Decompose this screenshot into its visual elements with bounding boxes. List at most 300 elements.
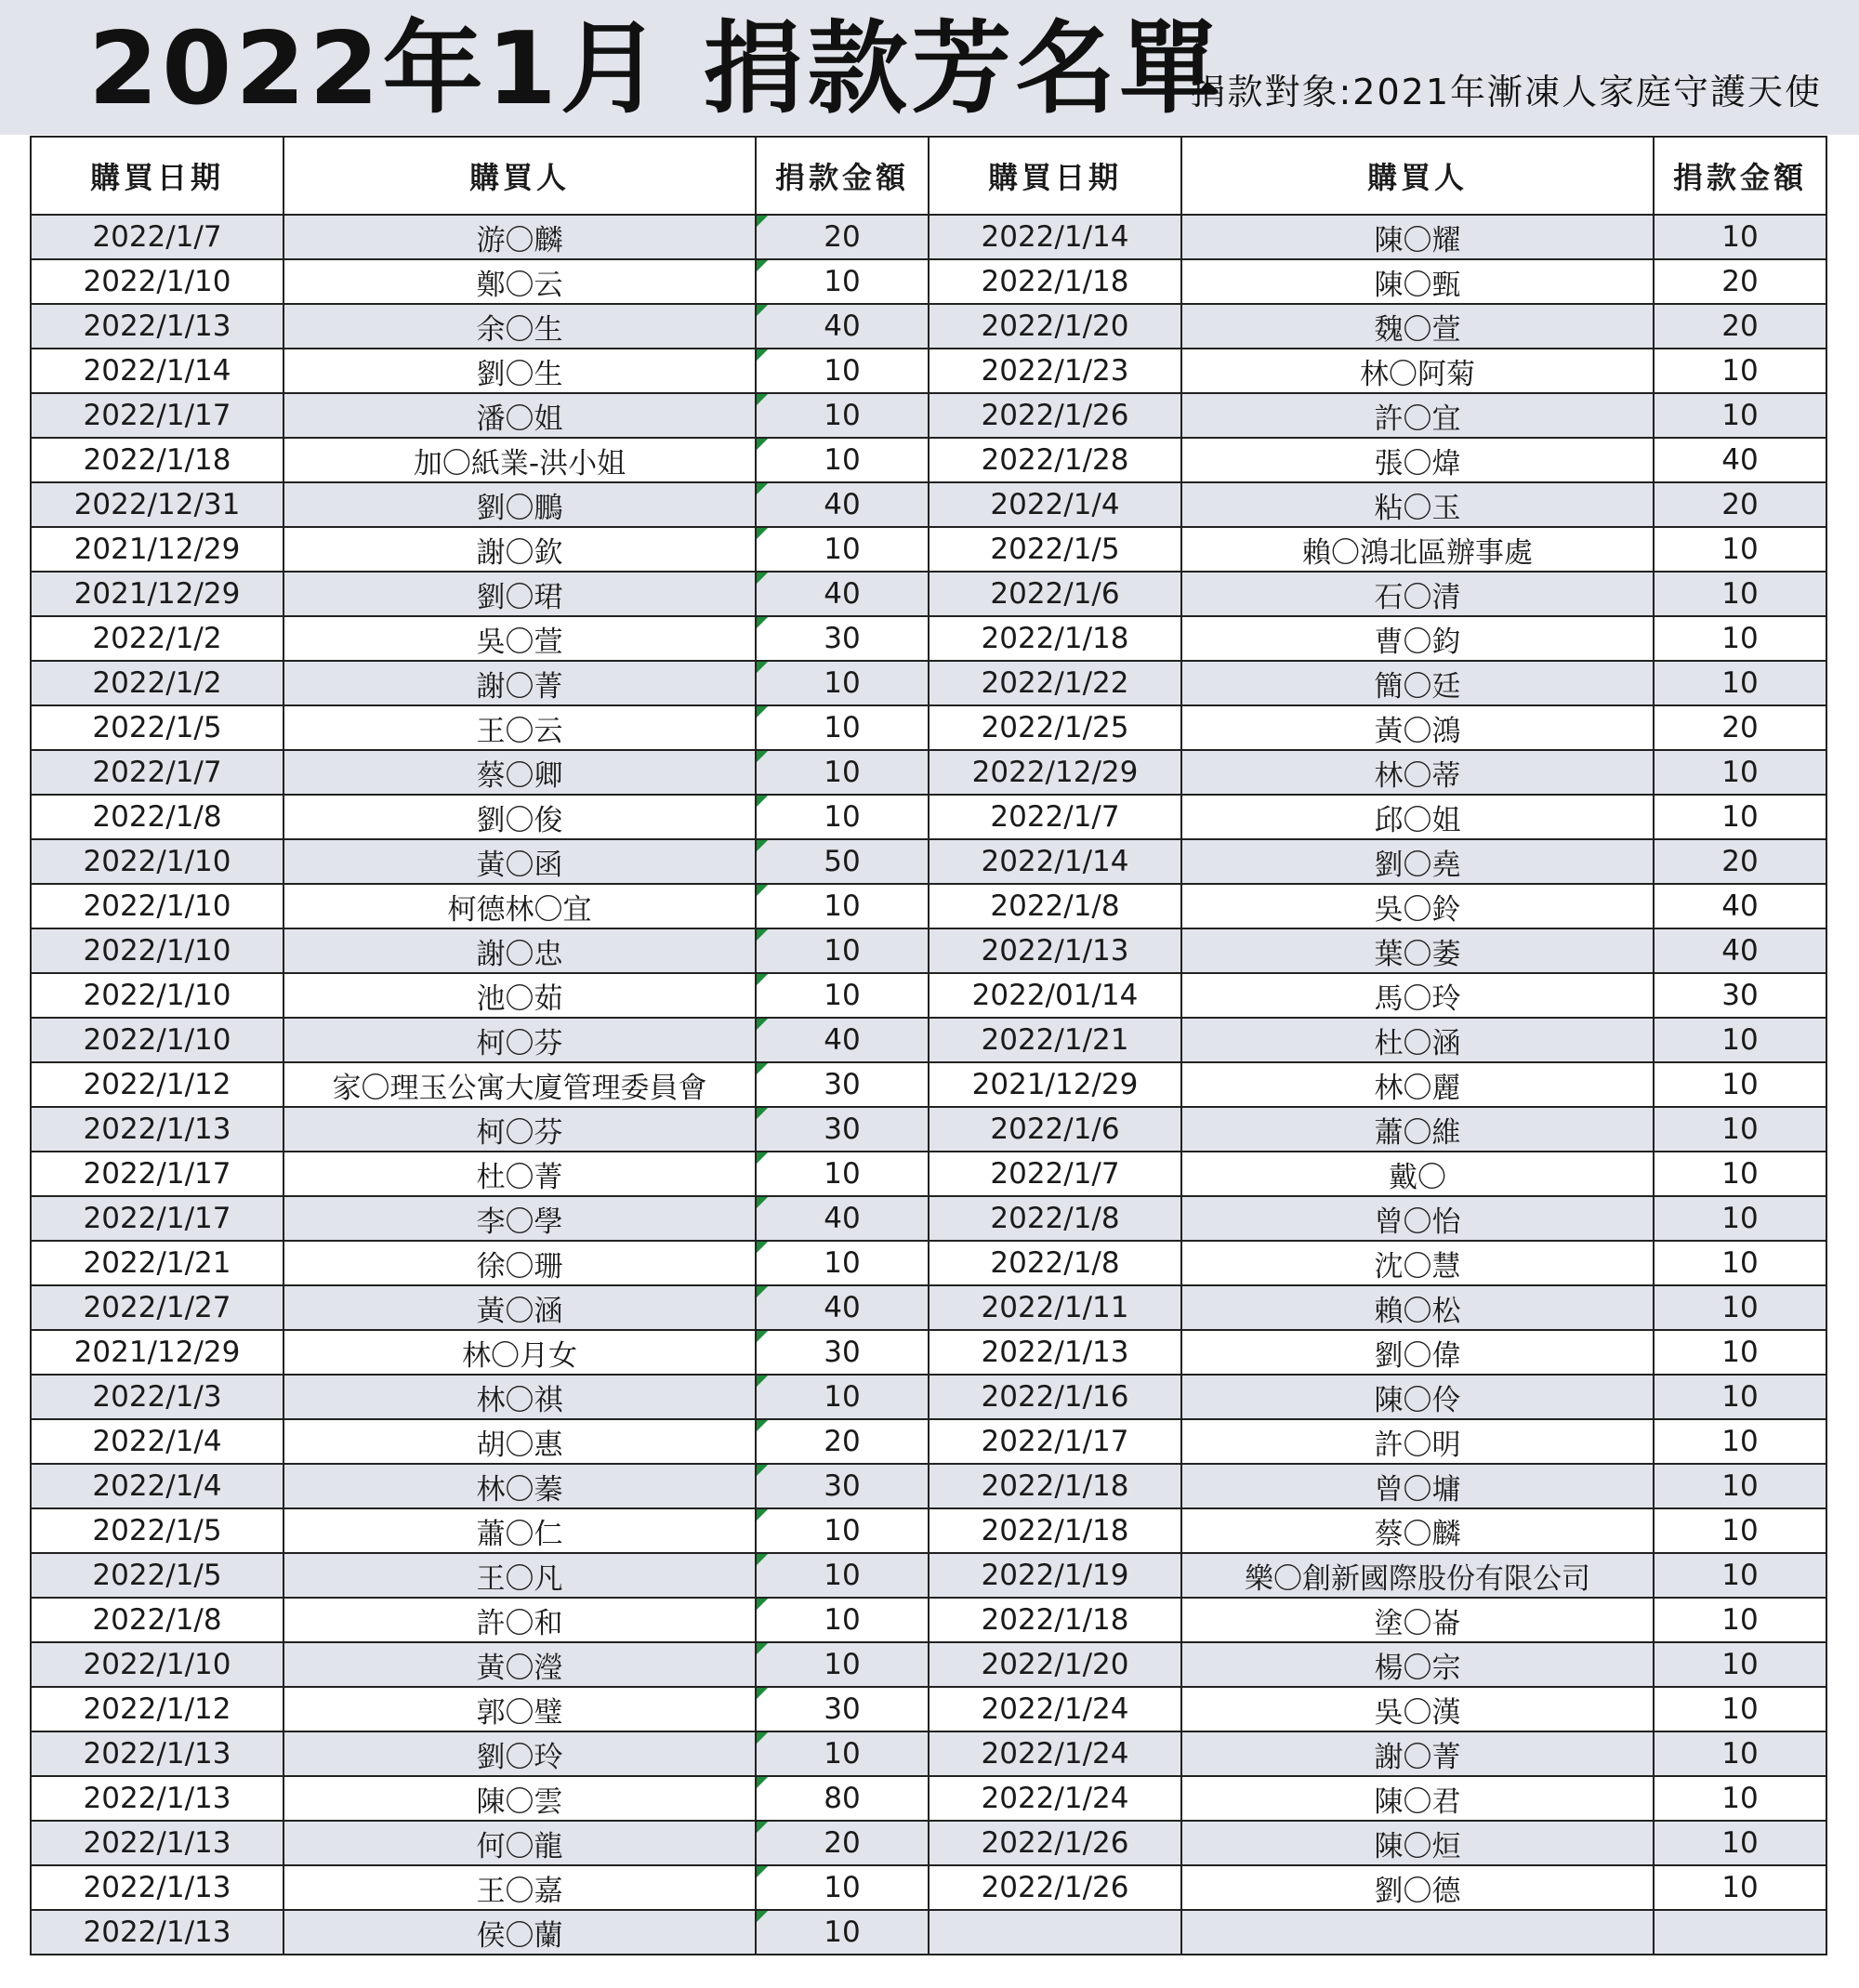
table-row [31, 1330, 1826, 1375]
donor-amount-cell: 10 [1654, 616, 1826, 661]
donor-date-cell: 2022/01/14 [929, 973, 1181, 1018]
cell-comment-flag-icon [757, 1286, 768, 1297]
donor-name-cell: 葉〇萎 [1181, 928, 1654, 973]
donor-name-cell: 楊〇宗 [1181, 1642, 1654, 1687]
donor-name-cell: 游〇麟 [283, 215, 756, 259]
donor-date-cell: 2022/1/5 [929, 527, 1181, 572]
donor-amount-cell [756, 1285, 929, 1330]
amount-value: 40 [824, 1202, 861, 1235]
donor-table [30, 136, 1827, 1955]
donor-name-cell: 何〇龍 [283, 1821, 756, 1865]
cell-comment-flag-icon [757, 1911, 768, 1922]
donor-date-cell: 2022/1/27 [31, 1285, 283, 1330]
donor-amount-cell: 10 [1654, 661, 1826, 705]
table-row [31, 1062, 1826, 1107]
cell-comment-flag-icon [757, 216, 768, 227]
donor-name-cell: 柯德林〇宜 [283, 884, 756, 928]
donor-name-cell: 黃〇涵 [283, 1285, 756, 1330]
amount-value: 10 [824, 1514, 861, 1547]
donor-amount-cell [756, 259, 929, 304]
donor-amount-cell [756, 750, 929, 795]
cell-comment-flag-icon [757, 1554, 768, 1565]
amount-value: 10 [824, 443, 861, 477]
donor-name-cell: 謝〇欽 [283, 527, 756, 572]
donor-amount-cell [756, 1687, 929, 1731]
donor-name-cell: 林〇祺 [283, 1375, 756, 1419]
donor-name-cell: 李〇學 [283, 1196, 756, 1241]
donor-amount-cell: 10 [1654, 1062, 1826, 1107]
donor-date-cell: 2022/1/20 [929, 1642, 1181, 1687]
cell-comment-flag-icon [757, 1777, 768, 1788]
donor-date-cell: 2022/1/26 [929, 1865, 1181, 1910]
donor-name-cell: 許〇明 [1181, 1419, 1654, 1464]
donor-name-cell: 柯〇芬 [283, 1107, 756, 1152]
donor-date-cell: 2022/1/2 [31, 661, 283, 705]
table-row [31, 1598, 1826, 1642]
donor-date-cell: 2022/1/13 [929, 928, 1181, 973]
donor-amount-cell: 40 [1654, 928, 1826, 973]
donor-date-cell: 2022/1/19 [929, 1553, 1181, 1598]
donor-date-cell: 2022/1/7 [31, 750, 283, 795]
donor-date-cell: 2022/1/8 [929, 1241, 1181, 1285]
amount-value: 30 [824, 1112, 861, 1146]
donor-amount-cell: 10 [1654, 1821, 1826, 1865]
donor-date-cell: 2022/1/2 [31, 616, 283, 661]
donor-amount-cell [756, 1508, 929, 1553]
donor-amount-cell: 10 [1654, 1508, 1826, 1553]
donor-name-cell: 戴〇 [1181, 1152, 1654, 1196]
donor-date-cell: 2022/1/13 [31, 1731, 283, 1776]
donor-amount-cell [756, 661, 929, 705]
donor-amount-cell: 10 [1654, 1642, 1826, 1687]
donor-date-cell: 2022/1/10 [31, 973, 283, 1018]
donor-date-cell: 2022/1/14 [31, 349, 283, 393]
cell-comment-flag-icon [757, 1732, 768, 1744]
donor-name-cell: 曹〇鈞 [1181, 616, 1654, 661]
donor-date-cell [929, 1910, 1181, 1955]
donor-name-cell: 郭〇璧 [283, 1687, 756, 1731]
donor-date-cell: 2022/12/31 [31, 482, 283, 527]
donor-name-cell: 劉〇鵬 [283, 482, 756, 527]
donor-name-cell: 陳〇君 [1181, 1776, 1654, 1821]
donor-name-cell: 劉〇珺 [283, 572, 756, 616]
cell-comment-flag-icon [757, 1420, 768, 1431]
donor-date-cell: 2022/1/10 [31, 259, 283, 304]
donor-amount-cell [756, 1241, 929, 1285]
donor-name-cell: 劉〇堯 [1181, 839, 1654, 884]
donor-name-cell: 張〇煒 [1181, 438, 1654, 482]
table-row [31, 928, 1826, 973]
donor-amount-cell: 10 [1654, 1330, 1826, 1375]
table-row [31, 1776, 1826, 1821]
donor-amount-cell [756, 393, 929, 438]
donor-amount-cell [756, 705, 929, 750]
amount-value: 10 [824, 354, 861, 388]
donor-amount-cell: 10 [1654, 1687, 1826, 1731]
donor-name-cell: 杜〇涵 [1181, 1018, 1654, 1062]
table-row [31, 1196, 1826, 1241]
cell-comment-flag-icon [757, 1643, 768, 1654]
donor-name-cell: 杜〇菁 [283, 1152, 756, 1196]
donor-name-cell: 謝〇忠 [283, 928, 756, 973]
donor-name-cell: 蔡〇卿 [283, 750, 756, 795]
cell-comment-flag-icon [757, 1509, 768, 1521]
donor-amount-cell: 20 [1654, 304, 1826, 349]
amount-value: 10 [824, 889, 861, 923]
donor-name-cell: 劉〇俊 [283, 795, 756, 839]
donor-amount-cell [756, 1821, 929, 1865]
table-row [31, 750, 1826, 795]
donor-date-cell: 2022/1/26 [929, 393, 1181, 438]
amount-value: 10 [824, 1916, 861, 1949]
amount-value: 10 [824, 1603, 861, 1637]
donor-amount-cell: 10 [1654, 527, 1826, 572]
cell-comment-flag-icon [757, 929, 768, 941]
donor-amount-cell: 10 [1654, 1731, 1826, 1776]
table-row [31, 884, 1826, 928]
donor-amount-cell [756, 884, 929, 928]
donor-date-cell: 2022/1/25 [929, 705, 1181, 750]
donor-amount-cell [756, 527, 929, 572]
donor-name-cell: 家〇理玉公寓大廈管理委員會 [283, 1062, 756, 1107]
donor-date-cell: 2022/1/11 [929, 1285, 1181, 1330]
amount-value: 40 [824, 488, 861, 521]
donor-amount-cell [756, 1330, 929, 1375]
donor-date-cell: 2022/1/20 [929, 304, 1181, 349]
amount-value: 10 [824, 1157, 861, 1191]
donor-date-cell: 2022/1/18 [31, 438, 283, 482]
cell-comment-flag-icon [757, 662, 768, 673]
donor-amount-cell: 40 [1654, 884, 1826, 928]
donor-amount-cell [756, 1910, 929, 1955]
donor-amount-cell [756, 1018, 929, 1062]
cell-comment-flag-icon [757, 1599, 768, 1610]
donor-name-cell: 林〇蓁 [283, 1464, 756, 1508]
amount-value: 30 [824, 1692, 861, 1726]
donor-name-cell: 曾〇墉 [1181, 1464, 1654, 1508]
donor-name-cell: 陳〇烜 [1181, 1821, 1654, 1865]
donor-name-cell: 陳〇甄 [1181, 259, 1654, 304]
donor-amount-cell: 10 [1654, 1107, 1826, 1152]
donor-date-cell: 2021/12/29 [31, 527, 283, 572]
table-row [31, 1419, 1826, 1464]
donor-name-cell: 沈〇慧 [1181, 1241, 1654, 1285]
donor-name-cell: 林〇阿菊 [1181, 349, 1654, 393]
donor-date-cell: 2022/1/13 [31, 1821, 283, 1865]
donor-amount-cell: 10 [1654, 1375, 1826, 1419]
table-row [31, 661, 1826, 705]
table-row [31, 572, 1826, 616]
amount-value: 10 [824, 1380, 861, 1414]
donor-date-cell: 2022/1/7 [31, 215, 283, 259]
donor-name-cell: 黃〇瀅 [283, 1642, 756, 1687]
donor-date-cell: 2022/1/23 [929, 349, 1181, 393]
donor-amount-cell [756, 304, 929, 349]
donor-amount-cell: 10 [1654, 215, 1826, 259]
donor-date-cell: 2022/1/3 [31, 1375, 283, 1419]
donor-amount-cell [756, 1152, 929, 1196]
donor-date-cell: 2022/1/7 [929, 795, 1181, 839]
donor-date-cell: 2022/1/24 [929, 1731, 1181, 1776]
donor-date-cell: 2022/1/6 [929, 572, 1181, 616]
donor-amount-cell: 20 [1654, 705, 1826, 750]
table-row [31, 1642, 1826, 1687]
donor-date-cell: 2022/1/21 [929, 1018, 1181, 1062]
donor-name-cell: 王〇凡 [283, 1553, 756, 1598]
cell-comment-flag-icon [757, 573, 768, 584]
page-header [0, 0, 1859, 135]
amount-value: 10 [824, 979, 861, 1012]
donor-amount-cell [756, 1553, 929, 1598]
donor-date-cell: 2022/1/12 [31, 1687, 283, 1731]
column-header-buyer-left: 購買人 [283, 137, 756, 215]
amount-value: 10 [824, 800, 861, 834]
donor-name-cell: 馬〇玲 [1181, 973, 1654, 1018]
donor-name-cell: 吳〇鈴 [1181, 884, 1654, 928]
donor-name-cell: 謝〇菁 [283, 661, 756, 705]
donor-name-cell: 許〇宜 [1181, 393, 1654, 438]
cell-comment-flag-icon [757, 1019, 768, 1030]
column-header-buyer-right: 購買人 [1181, 137, 1654, 215]
donor-name-cell: 徐〇珊 [283, 1241, 756, 1285]
amount-value: 10 [824, 1737, 861, 1771]
table-row [31, 616, 1826, 661]
donor-name-cell: 侯〇蘭 [283, 1910, 756, 1955]
table-row [31, 1464, 1826, 1508]
donor-amount-cell [756, 973, 929, 1018]
donor-date-cell: 2022/1/13 [929, 1330, 1181, 1375]
donor-date-cell: 2022/1/5 [31, 1553, 283, 1598]
donor-date-cell: 2022/1/4 [929, 482, 1181, 527]
donor-date-cell: 2022/1/10 [31, 884, 283, 928]
donor-amount-cell [756, 839, 929, 884]
donor-amount-cell: 10 [1654, 1865, 1826, 1910]
donor-amount-cell [756, 1464, 929, 1508]
donor-amount-cell [756, 1419, 929, 1464]
donor-name-cell: 胡〇惠 [283, 1419, 756, 1464]
donor-name-cell: 鄭〇云 [283, 259, 756, 304]
table-row [31, 1687, 1826, 1731]
donor-amount-cell [756, 1731, 929, 1776]
donor-date-cell: 2022/1/8 [31, 795, 283, 839]
amount-value: 10 [824, 1246, 861, 1280]
amount-value: 30 [824, 1469, 861, 1503]
donor-amount-cell: 20 [1654, 482, 1826, 527]
donor-name-cell: 劉〇德 [1181, 1865, 1654, 1910]
amount-value: 20 [824, 1826, 861, 1860]
cell-comment-flag-icon [757, 1197, 768, 1208]
donor-date-cell: 2022/1/22 [929, 661, 1181, 705]
donor-amount-cell [756, 1865, 929, 1910]
donor-name-cell: 石〇清 [1181, 572, 1654, 616]
donor-name-cell: 吳〇萱 [283, 616, 756, 661]
donor-amount-cell: 20 [1654, 839, 1826, 884]
donor-name-cell: 許〇和 [283, 1598, 756, 1642]
table-row [31, 795, 1826, 839]
donor-name-cell: 劉〇玲 [283, 1731, 756, 1776]
donor-name-cell: 池〇茹 [283, 973, 756, 1018]
donor-amount-cell: 10 [1654, 349, 1826, 393]
donor-amount-cell [756, 1776, 929, 1821]
amount-value: 10 [824, 711, 861, 744]
donor-name-cell: 簡〇廷 [1181, 661, 1654, 705]
donor-name-cell: 魏〇萱 [1181, 304, 1654, 349]
cell-comment-flag-icon [757, 706, 768, 718]
donor-date-cell: 2022/1/4 [31, 1464, 283, 1508]
donor-date-cell: 2022/1/17 [31, 1196, 283, 1241]
amount-value: 10 [824, 399, 861, 432]
amount-value: 10 [824, 666, 861, 700]
donor-amount-cell [756, 215, 929, 259]
amount-value: 10 [824, 1871, 861, 1904]
donor-name-cell: 曾〇怡 [1181, 1196, 1654, 1241]
donor-amount-cell: 10 [1654, 1196, 1826, 1241]
donor-amount-cell: 40 [1654, 438, 1826, 482]
cell-comment-flag-icon [757, 1242, 768, 1253]
donor-date-cell: 2022/1/26 [929, 1821, 1181, 1865]
amount-value: 10 [824, 934, 861, 968]
donor-name-cell: 林〇月女 [283, 1330, 756, 1375]
donor-date-cell: 2022/1/10 [31, 1642, 283, 1687]
donor-date-cell: 2022/1/6 [929, 1107, 1181, 1152]
table-row [31, 973, 1826, 1018]
table-row [31, 393, 1826, 438]
column-header-date-right: 購買日期 [929, 137, 1181, 215]
cell-comment-flag-icon [757, 528, 768, 539]
amount-value: 40 [824, 1291, 861, 1324]
amount-value: 20 [824, 1425, 861, 1458]
amount-value: 50 [824, 845, 861, 878]
donor-name-cell: 王〇嘉 [283, 1865, 756, 1910]
donor-date-cell: 2022/1/14 [929, 839, 1181, 884]
donor-name-cell: 賴〇鴻北區辦事處 [1181, 527, 1654, 572]
donor-date-cell: 2022/1/12 [31, 1062, 283, 1107]
cell-comment-flag-icon [757, 1063, 768, 1074]
amount-value: 80 [824, 1782, 861, 1815]
donor-amount-cell [1654, 1910, 1826, 1955]
amount-value: 10 [824, 1648, 861, 1681]
amount-value: 40 [824, 577, 861, 611]
donor-date-cell: 2022/1/8 [929, 884, 1181, 928]
cell-comment-flag-icon [757, 439, 768, 450]
table-row [31, 1508, 1826, 1553]
donor-amount-cell: 10 [1654, 1419, 1826, 1464]
donor-amount-cell: 10 [1654, 1285, 1826, 1330]
donor-name-cell: 陳〇伶 [1181, 1375, 1654, 1419]
donor-amount-cell: 10 [1654, 1018, 1826, 1062]
donor-date-cell: 2022/1/13 [31, 1865, 283, 1910]
amount-value: 10 [824, 756, 861, 789]
cell-comment-flag-icon [757, 885, 768, 896]
donor-amount-cell: 10 [1654, 1241, 1826, 1285]
donor-name-cell: 蕭〇維 [1181, 1107, 1654, 1152]
donor-amount-cell [756, 928, 929, 973]
donor-name-cell: 粘〇玉 [1181, 482, 1654, 527]
donor-date-cell: 2022/1/18 [929, 1598, 1181, 1642]
donor-name-cell: 黃〇鴻 [1181, 705, 1654, 750]
table-row [31, 1285, 1826, 1330]
donor-date-cell: 2022/1/17 [31, 393, 283, 438]
donor-name-cell: 劉〇生 [283, 349, 756, 393]
table-row [31, 1107, 1826, 1152]
table-row [31, 438, 1826, 482]
cell-comment-flag-icon [757, 840, 768, 851]
donor-amount-cell [756, 1062, 929, 1107]
donor-name-cell: 林〇麗 [1181, 1062, 1654, 1107]
donor-amount-cell [756, 482, 929, 527]
amount-value: 10 [824, 265, 861, 298]
donor-amount-cell: 10 [1654, 572, 1826, 616]
cell-comment-flag-icon [757, 1376, 768, 1387]
donor-amount-cell [756, 1196, 929, 1241]
donor-name-cell: 邱〇姐 [1181, 795, 1654, 839]
donor-name-cell: 吳〇漢 [1181, 1687, 1654, 1731]
donor-amount-cell [756, 616, 929, 661]
donor-name-cell: 賴〇松 [1181, 1285, 1654, 1330]
cell-comment-flag-icon [757, 483, 768, 494]
donor-name-cell: 余〇生 [283, 304, 756, 349]
donor-amount-cell [756, 1375, 929, 1419]
cell-comment-flag-icon [757, 394, 768, 405]
cell-comment-flag-icon [757, 1688, 768, 1699]
amount-value: 40 [824, 1023, 861, 1057]
table-row [31, 527, 1826, 572]
donor-name-cell: 加〇紙業-洪小姐 [283, 438, 756, 482]
donor-amount-cell [756, 1598, 929, 1642]
column-header-amount-left: 捐款金額 [756, 137, 929, 215]
donor-amount-cell: 10 [1654, 393, 1826, 438]
amount-value: 20 [824, 220, 861, 254]
donor-name-cell: 林〇蒂 [1181, 750, 1654, 795]
donor-date-cell: 2022/1/13 [31, 1910, 283, 1955]
donor-name-cell: 柯〇芬 [283, 1018, 756, 1062]
donor-name-cell: 陳〇耀 [1181, 215, 1654, 259]
donor-date-cell: 2022/1/18 [929, 616, 1181, 661]
page-title: 2022年1月 捐款芳名單 [88, 11, 1224, 127]
donor-date-cell: 2022/1/5 [31, 1508, 283, 1553]
donor-amount-cell [756, 349, 929, 393]
donor-name-cell: 蔡〇麟 [1181, 1508, 1654, 1553]
cell-comment-flag-icon [757, 1822, 768, 1833]
donor-name-cell: 王〇云 [283, 705, 756, 750]
column-header-date-left: 購買日期 [31, 137, 283, 215]
donor-date-cell: 2022/1/18 [929, 259, 1181, 304]
donor-date-cell: 2022/1/17 [929, 1419, 1181, 1464]
amount-value: 10 [824, 1559, 861, 1592]
donor-amount-cell [756, 438, 929, 482]
donor-name-cell: 塗〇崙 [1181, 1598, 1654, 1642]
amount-value: 30 [824, 1068, 861, 1101]
donor-date-cell: 2022/12/29 [929, 750, 1181, 795]
table-row [31, 1821, 1826, 1865]
table-row [31, 1241, 1826, 1285]
donor-date-cell: 2021/12/29 [31, 572, 283, 616]
donor-date-cell: 2022/1/17 [31, 1152, 283, 1196]
donor-amount-cell [756, 572, 929, 616]
donor-date-cell: 2022/1/24 [929, 1687, 1181, 1731]
donor-amount-cell: 10 [1654, 750, 1826, 795]
donor-name-cell: 潘〇姐 [283, 393, 756, 438]
donor-amount-cell [756, 1642, 929, 1687]
table-row [31, 482, 1826, 527]
donor-name-cell: 謝〇菁 [1181, 1731, 1654, 1776]
donor-date-cell: 2022/1/13 [31, 1776, 283, 1821]
donor-date-cell: 2022/1/8 [929, 1196, 1181, 1241]
donor-amount-cell [756, 795, 929, 839]
cell-comment-flag-icon [757, 796, 768, 807]
cell-comment-flag-icon [757, 349, 768, 361]
donor-name-cell: 蕭〇仁 [283, 1508, 756, 1553]
